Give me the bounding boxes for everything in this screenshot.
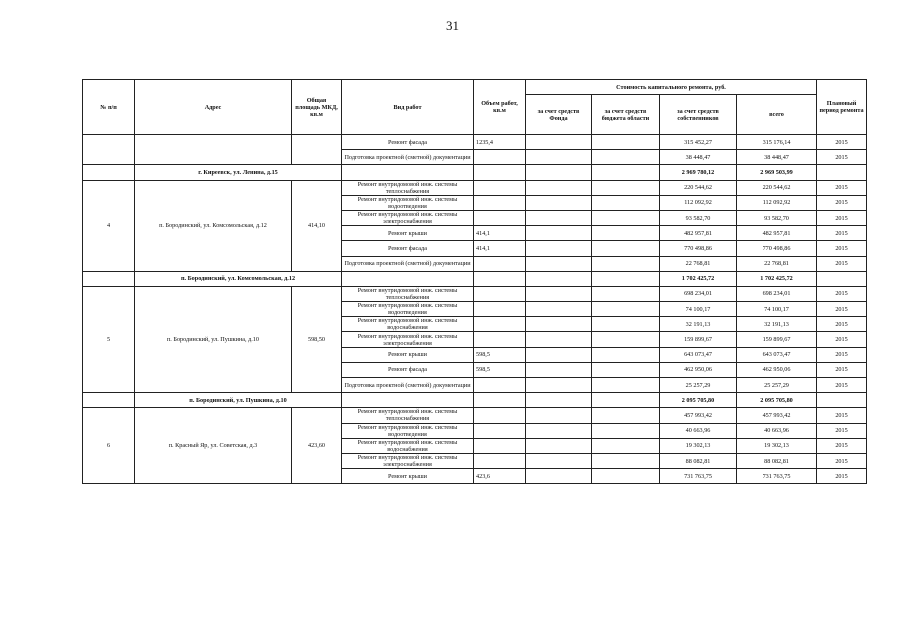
repair-period: 2015 (817, 210, 867, 225)
total-cost: 2 969 503,99 (737, 165, 817, 180)
fund-cost (526, 332, 592, 347)
table-row (83, 135, 867, 150)
total-cost: 731 763,75 (737, 469, 817, 484)
owners-cost: 40 663,96 (660, 423, 737, 438)
work-volume (474, 453, 526, 468)
work-volume (474, 195, 526, 210)
total-cost: 1 702 425,72 (737, 271, 817, 286)
owners-cost: 93 582,70 (660, 210, 737, 225)
row-num: 4 (83, 180, 135, 271)
work-volume (474, 438, 526, 453)
owners-cost: 112 092,92 (660, 195, 737, 210)
repair-period: 2015 (817, 378, 867, 393)
work-type: Ремонт внутридомовой инж. системы теплоснабжения (342, 180, 474, 195)
work-type: Ремонт крыши (342, 226, 474, 241)
volume-cell (474, 165, 526, 180)
work-volume (474, 150, 526, 165)
fund-cost (526, 195, 592, 210)
work-type: Подготовка проектной (сметной) документации (342, 378, 474, 393)
fund-cost (526, 150, 592, 165)
regional-cost (592, 469, 660, 484)
repair-period: 2015 (817, 453, 867, 468)
work-type: Ремонт внутридомовой инж. системы водоснабжения (342, 438, 474, 453)
subtotal-address: г. Киреевск, ул. Ленина, д.15 (135, 165, 342, 180)
regional-cost (592, 180, 660, 195)
owners-cost: 220 544,62 (660, 180, 737, 195)
repair-period: 2015 (817, 408, 867, 423)
work-volume (474, 332, 526, 347)
header-address: Адрес (135, 80, 292, 135)
regional-cost (592, 362, 660, 377)
repair-period: 2015 (817, 317, 867, 332)
work-type: Ремонт внутридомовой инж. системы водоотведения (342, 195, 474, 210)
work-volume (474, 256, 526, 271)
period-cell (817, 271, 867, 286)
work-type-cell (342, 271, 474, 286)
work-type: Ремонт внутридомовой инж. системы электроснабжения (342, 453, 474, 468)
fund-cost (526, 317, 592, 332)
total-cost: 88 082,81 (737, 453, 817, 468)
total-cost: 112 092,92 (737, 195, 817, 210)
owners-cost: 88 082,81 (660, 453, 737, 468)
regional-cell (592, 271, 660, 286)
work-type: Ремонт фасада (342, 135, 474, 150)
repair-period: 2015 (817, 469, 867, 484)
owners-cost: 643 073,47 (660, 347, 737, 362)
fund-cost (526, 241, 592, 256)
subtotal-row (83, 393, 867, 408)
volume-cell (474, 393, 526, 408)
table-row (83, 408, 867, 423)
regional-cost (592, 210, 660, 225)
total-cost: 698 234,01 (737, 286, 817, 301)
address: п. Бородинский, ул. Комсомольская, д.12 (135, 180, 292, 271)
owners-cost: 22 768,81 (660, 256, 737, 271)
work-type: Ремонт внутридомовой инж. системы водоотведения (342, 423, 474, 438)
header-cost-group: Стоимость капитального ремонта, руб. (526, 80, 817, 95)
regional-cost (592, 226, 660, 241)
regional-cost (592, 453, 660, 468)
total-cost: 2 095 705,80 (737, 393, 817, 408)
work-type-cell (342, 165, 474, 180)
owners-cost: 482 957,81 (660, 226, 737, 241)
regional-cell (592, 165, 660, 180)
repair-period: 2015 (817, 226, 867, 241)
fund-cost (526, 210, 592, 225)
header-volume: Объем работ, кв.м (474, 80, 526, 135)
fund-cost (526, 302, 592, 317)
owners-cost: 2 969 780,12 (660, 165, 737, 180)
regional-cost (592, 347, 660, 362)
owners-cost: 1 702 425,72 (660, 271, 737, 286)
fund-cost (526, 226, 592, 241)
repair-period: 2015 (817, 347, 867, 362)
repair-period: 2015 (817, 286, 867, 301)
fund-cost (526, 180, 592, 195)
total-cost: 74 100,17 (737, 302, 817, 317)
work-volume (474, 210, 526, 225)
header-num: № п/п (83, 80, 135, 135)
row-num: 6 (83, 408, 135, 484)
subtotal-address: п. Бородинский, ул. Пушкина, д.10 (135, 393, 342, 408)
fund-cell (526, 271, 592, 286)
owners-cost: 2 095 705,80 (660, 393, 737, 408)
total-cost: 25 257,29 (737, 378, 817, 393)
work-type: Ремонт внутридомовой инж. системы водоснабжения (342, 317, 474, 332)
row-num-cell (83, 271, 135, 286)
work-type: Ремонт фасада (342, 362, 474, 377)
regional-cost (592, 317, 660, 332)
repair-period: 2015 (817, 135, 867, 150)
work-volume: 414,1 (474, 226, 526, 241)
work-type-cell (342, 393, 474, 408)
fund-cost (526, 378, 592, 393)
total-area (292, 135, 342, 165)
total-cost: 40 663,96 (737, 423, 817, 438)
work-volume: 423,6 (474, 469, 526, 484)
fund-cost (526, 438, 592, 453)
fund-cost (526, 256, 592, 271)
repair-period: 2015 (817, 362, 867, 377)
header-period: Плановый период ремонта (817, 80, 867, 135)
regional-cost (592, 286, 660, 301)
work-type: Ремонт внутридомовой инж. системы теплоснабжения (342, 286, 474, 301)
fund-cell (526, 165, 592, 180)
owners-cost: 315 452,27 (660, 135, 737, 150)
owners-cost: 770 498,86 (660, 241, 737, 256)
work-volume: 414,1 (474, 241, 526, 256)
fund-cost (526, 362, 592, 377)
total-cost: 19 302,13 (737, 438, 817, 453)
regional-cost (592, 378, 660, 393)
row-num-cell (83, 393, 135, 408)
work-volume (474, 302, 526, 317)
repair-period: 2015 (817, 332, 867, 347)
fund-cost (526, 347, 592, 362)
regional-cost (592, 135, 660, 150)
subtotal-row (83, 271, 867, 286)
volume-cell (474, 271, 526, 286)
regional-cost (592, 256, 660, 271)
owners-cost: 38 448,47 (660, 150, 737, 165)
fund-cost (526, 453, 592, 468)
address: п. Красный Яр, ул. Советская, д.3 (135, 408, 292, 484)
total-area: 414,10 (292, 180, 342, 271)
total-area: 598,50 (292, 286, 342, 392)
repair-period: 2015 (817, 195, 867, 210)
work-volume: 1235,4 (474, 135, 526, 150)
period-cell (817, 393, 867, 408)
repair-period: 2015 (817, 180, 867, 195)
total-cost: 159 899,67 (737, 332, 817, 347)
regional-cost (592, 302, 660, 317)
work-volume (474, 423, 526, 438)
work-volume (474, 180, 526, 195)
work-volume (474, 286, 526, 301)
table-body (83, 135, 867, 484)
regional-cost (592, 150, 660, 165)
fund-cost (526, 408, 592, 423)
header-regional: за счет средств бюджета области (592, 95, 660, 135)
address (135, 135, 292, 165)
fund-cost (526, 135, 592, 150)
work-type: Ремонт фасада (342, 241, 474, 256)
table-row (83, 286, 867, 301)
work-type: Ремонт крыши (342, 347, 474, 362)
subtotal-address: п. Бородинский, ул. Комсомольская, д.12 (135, 271, 342, 286)
fund-cost (526, 469, 592, 484)
fund-cost (526, 423, 592, 438)
total-cost: 462 950,06 (737, 362, 817, 377)
header-owners: за счет средств собственников (660, 95, 737, 135)
subtotal-row (83, 165, 867, 180)
owners-cost: 19 302,13 (660, 438, 737, 453)
owners-cost: 731 763,75 (660, 469, 737, 484)
work-volume: 598,5 (474, 347, 526, 362)
fund-cell (526, 393, 592, 408)
total-cost: 770 498,86 (737, 241, 817, 256)
repair-period: 2015 (817, 241, 867, 256)
regional-cell (592, 393, 660, 408)
work-type: Ремонт внутридомовой инж. системы теплоснабжения (342, 408, 474, 423)
total-cost: 315 176,14 (737, 135, 817, 150)
total-cost: 38 448,47 (737, 150, 817, 165)
owners-cost: 32 191,13 (660, 317, 737, 332)
work-volume: 598,5 (474, 362, 526, 377)
repair-period: 2015 (817, 438, 867, 453)
total-cost: 93 582,70 (737, 210, 817, 225)
owners-cost: 462 950,06 (660, 362, 737, 377)
header-fund: за счет средств Фонда (526, 95, 592, 135)
fund-cost (526, 286, 592, 301)
total-cost: 220 544,62 (737, 180, 817, 195)
work-type: Подготовка проектной (сметной) документации (342, 150, 474, 165)
regional-cost (592, 195, 660, 210)
work-type: Подготовка проектной (сметной) документации (342, 256, 474, 271)
total-cost: 482 957,81 (737, 226, 817, 241)
work-volume (474, 408, 526, 423)
table-row (83, 180, 867, 195)
repair-period: 2015 (817, 256, 867, 271)
regional-cost (592, 408, 660, 423)
repair-period: 2015 (817, 150, 867, 165)
owners-cost: 74 100,17 (660, 302, 737, 317)
work-type: Ремонт внутридомовой инж. системы электроснабжения (342, 332, 474, 347)
work-volume (474, 317, 526, 332)
total-cost: 643 073,47 (737, 347, 817, 362)
repair-period: 2015 (817, 302, 867, 317)
owners-cost: 457 993,42 (660, 408, 737, 423)
header-work-type: Вид работ (342, 80, 474, 135)
total-area: 423,60 (292, 408, 342, 484)
work-volume (474, 378, 526, 393)
row-num (83, 135, 135, 165)
total-cost: 32 191,13 (737, 317, 817, 332)
page-number: 31 (446, 18, 459, 33)
regional-cost (592, 423, 660, 438)
row-num-cell (83, 165, 135, 180)
owners-cost: 698 234,01 (660, 286, 737, 301)
owners-cost: 159 899,67 (660, 332, 737, 347)
header-total: всего (737, 95, 817, 135)
total-cost: 22 768,81 (737, 256, 817, 271)
address: п. Бородинский, ул. Пушкина, д.10 (135, 286, 292, 392)
capital-repair-table (82, 79, 867, 484)
owners-cost: 25 257,29 (660, 378, 737, 393)
work-type: Ремонт внутридомовой инж. системы водоотведения (342, 302, 474, 317)
total-cost: 457 993,42 (737, 408, 817, 423)
repair-period: 2015 (817, 423, 867, 438)
period-cell (817, 165, 867, 180)
row-num: 5 (83, 286, 135, 392)
regional-cost (592, 241, 660, 256)
work-type: Ремонт крыши (342, 469, 474, 484)
header-area: Общая площадь МКД, кв.м (292, 80, 342, 135)
regional-cost (592, 438, 660, 453)
work-type: Ремонт внутридомовой инж. системы электроснабжения (342, 210, 474, 225)
regional-cost (592, 332, 660, 347)
